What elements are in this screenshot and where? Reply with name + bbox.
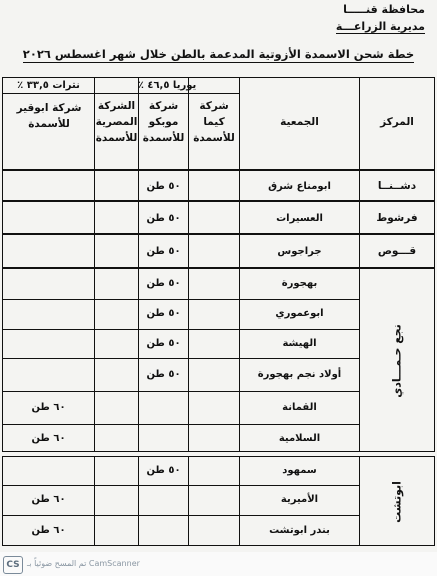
association-cell: سمهود <box>282 465 317 476</box>
association-cell: ابوعموري <box>275 308 324 319</box>
mobco-cell: ٥٠ طن <box>146 246 181 257</box>
group-block <box>2 268 435 452</box>
header-urea-group: يوريا ٤٦,٥ ٪ <box>137 80 197 91</box>
center-cell: فرشوط <box>376 211 418 224</box>
header-abuqir: شركة ابوقير للأسمدة <box>16 102 82 130</box>
document-title-text: خطة شحن الاسمدة الأزوتية المدعمة بالطن خلال شهر اغسطس ٢٠٢٦ <box>22 47 415 61</box>
group-block <box>2 201 435 234</box>
mobco-cell: ٥٠ طن <box>146 212 181 224</box>
association-cell: القمانة <box>282 401 317 413</box>
association-cell: الهيشة <box>282 337 317 349</box>
association-cell: الأميرية <box>280 494 319 505</box>
mobco-cell: ٥٠ طن <box>146 465 181 476</box>
governorate-label: محافظة قنـــــا <box>343 3 425 16</box>
abuqir-cell: ٦٠ طن <box>31 432 66 444</box>
header-center: المركز <box>380 116 414 128</box>
mobco-cell: ٥٠ طن <box>146 368 181 380</box>
group-block <box>2 456 435 546</box>
mobco-cell: ٥٠ طن <box>146 278 181 289</box>
mobco-cell: ٥٠ طن <box>146 337 181 349</box>
document-title <box>0 47 437 61</box>
center-cell: نجع حـمـــادي <box>390 324 404 398</box>
directorate-text: مديرية الزراعـــة <box>335 20 425 33</box>
association-cell: ابومناع شرق <box>268 180 331 192</box>
center-cell: دشــنــا <box>377 179 417 192</box>
association-cell: العسيرات <box>276 212 323 224</box>
table-header <box>2 77 435 170</box>
abuqir-cell: ٦٠ طن <box>31 525 66 536</box>
directorate-label <box>336 20 425 33</box>
group-block <box>2 170 435 201</box>
abuqir-cell: ٦٠ طن <box>31 401 66 413</box>
header-kima: شركة كيما للأسمدة <box>193 100 235 144</box>
association-cell: السلامية <box>278 432 321 444</box>
association-cell: بندر ابوتشت <box>269 525 330 536</box>
header-nitrates-group: نترات ٣٣,٥ ٪ <box>17 80 80 91</box>
center-cell: ابوتشت <box>390 481 404 523</box>
mobco-cell: ٥٠ طن <box>146 180 181 192</box>
camscanner-logo-icon: CS <box>3 556 23 574</box>
association-cell: جراجوس <box>277 246 322 257</box>
center-cell: قـــوص <box>377 245 417 257</box>
header-association: الجمعية <box>280 116 319 128</box>
association-cell: بهجورة <box>281 278 318 289</box>
group-block <box>2 234 435 268</box>
header-mobco: شركة موبكو للأسمدة <box>142 100 185 144</box>
mobco-cell: ٥٠ طن <box>146 308 181 319</box>
association-cell: أولاد نجم بهجورة <box>257 368 342 380</box>
camscanner-text: تم المسح ضوئياً بـ CamScanner <box>27 559 140 568</box>
header-misr: الشركة المصرية للأسمدة <box>95 100 138 144</box>
abuqir-cell: ٦٠ طن <box>31 494 66 505</box>
